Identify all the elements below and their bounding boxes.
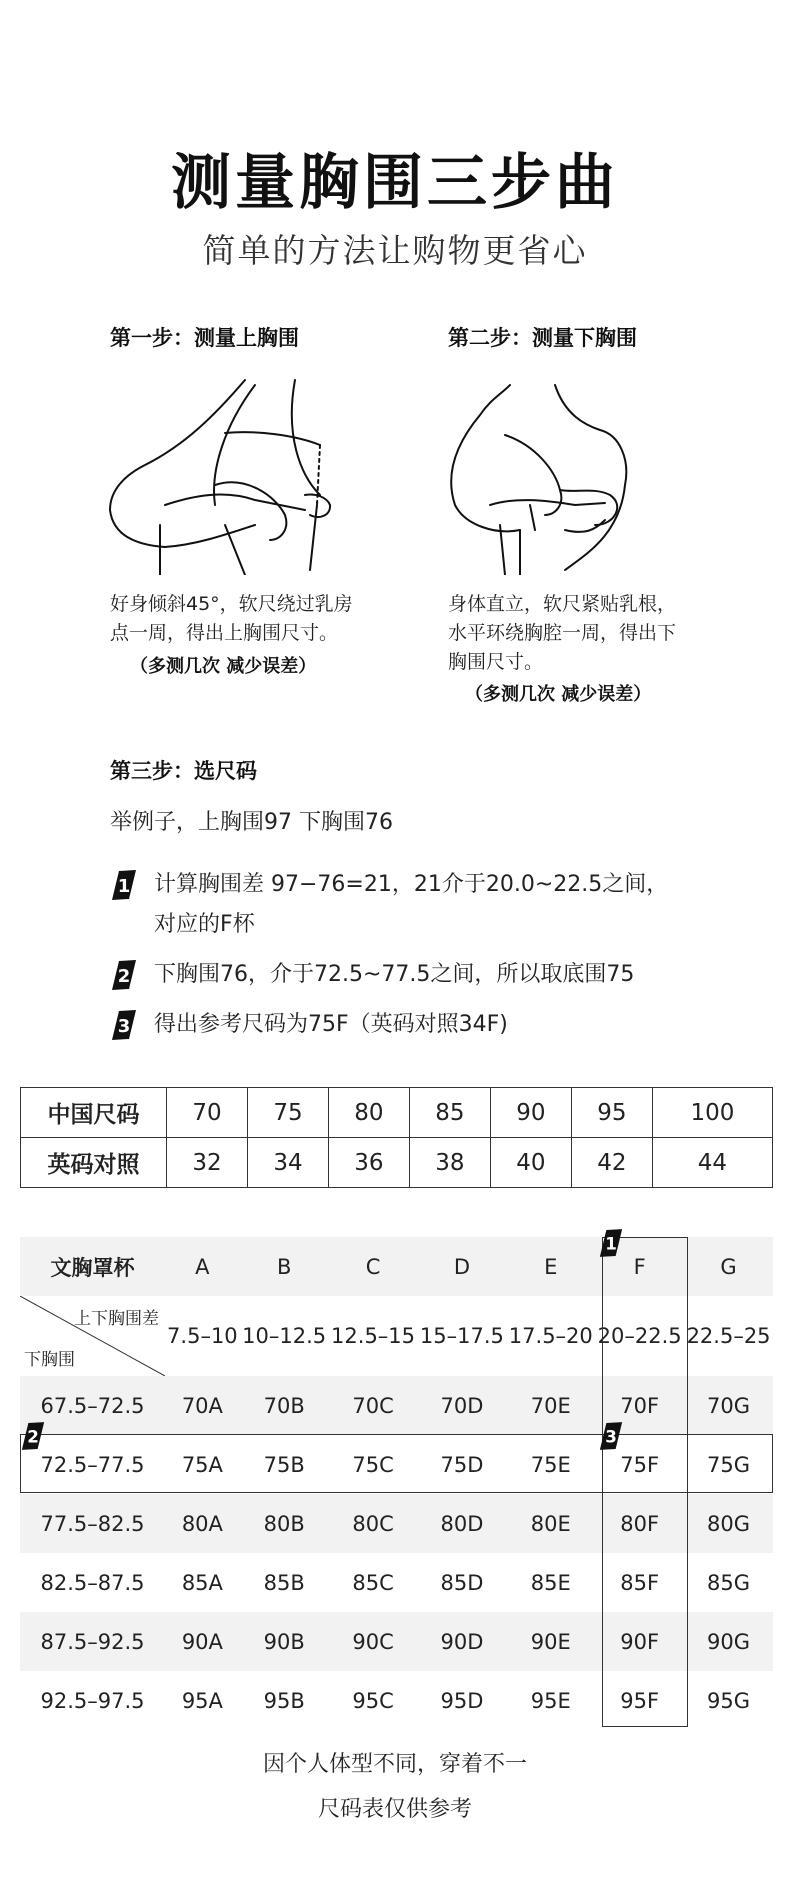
marker-2-icon [20, 1421, 46, 1451]
item-3-line1: 得出参考尺码为75F（英码对照34F) [154, 1012, 508, 1037]
table-row [21, 1138, 773, 1188]
size-cell: 95D [440, 1688, 484, 1713]
number-2-icon [110, 959, 138, 991]
size-cell: 95E [530, 1688, 571, 1713]
range-cell: 72.5–77.5 [40, 1452, 145, 1477]
step3-example: 举例子，上胸围97 下胸围76 [110, 810, 393, 835]
step2-illustration [445, 375, 675, 575]
svg-text:2: 2 [117, 966, 131, 987]
size-cell: 70E [506, 1376, 595, 1435]
step2-heading: 第二步：测量下胸围 [448, 326, 637, 350]
size-cell: 85E [530, 1570, 571, 1595]
size-cell: 70A [165, 1376, 240, 1435]
size-cell: 95G [707, 1688, 751, 1713]
size-cell: 70B [240, 1376, 329, 1435]
size-cell: 95A [181, 1688, 223, 1713]
cup-header: A [165, 1237, 240, 1296]
step2-desc-line1: 身体直立，软尺紧贴乳根， [448, 593, 677, 615]
corner-cell [20, 1296, 165, 1376]
size-cell: 80E [506, 1494, 595, 1553]
step2-note: （多测几次 减少误差） [465, 684, 652, 705]
size-cell: 70G [684, 1376, 773, 1435]
table-cell: 95 [571, 1088, 652, 1138]
size-cell: 70C [329, 1376, 418, 1435]
size-cell: 75G [707, 1452, 751, 1477]
page-subtitle: 简单的方法让购物更省心 [202, 231, 588, 270]
size-cell: 90B [240, 1612, 329, 1671]
size-cell: 80B [240, 1494, 329, 1553]
corner-top-label: 上下胸围差 [74, 1309, 159, 1329]
cup-header: F [595, 1237, 684, 1296]
range-cell: 87.5–92.5 [20, 1612, 165, 1671]
item-1-line2: 对应的F杯 [154, 912, 255, 937]
svg-text:1: 1 [605, 1233, 617, 1254]
size-cell: 80F [595, 1494, 684, 1553]
size-cell: 80C [329, 1494, 418, 1553]
size-cell: 95C [352, 1688, 394, 1713]
footer-line2: 尺码表仅供参考 [317, 1797, 472, 1822]
marker-3-icon [598, 1421, 624, 1451]
footer-line1: 因个人体型不同，穿着不一 [262, 1752, 527, 1777]
size-cell: 85G [707, 1570, 751, 1595]
step3-item-1 [110, 865, 668, 945]
table-cell: 80 [328, 1088, 409, 1138]
range-cell: 67.5–72.5 [20, 1376, 165, 1435]
diff-cell: 12.5–15 [331, 1324, 416, 1348]
size-cell: 70F [595, 1376, 684, 1435]
step1-note: （多测几次 减少误差） [130, 656, 317, 677]
diff-cell: 22.5–25 [686, 1324, 771, 1348]
diff-cell: 10–12.5 [242, 1324, 327, 1348]
step1-illustration [105, 375, 375, 575]
size-cell: 90D [417, 1612, 506, 1671]
corner-bottom-label: 下胸围 [24, 1350, 75, 1370]
range-cell: 77.5–82.5 [20, 1494, 165, 1553]
size-cell: 75D [440, 1452, 484, 1477]
diff-cell: 7.5–10 [167, 1324, 238, 1348]
size-cell: 85A [181, 1570, 223, 1595]
size-cell: 80G [684, 1494, 773, 1553]
header-label: 文胸罩杯 [20, 1237, 165, 1296]
size-cell: 70D [417, 1376, 506, 1435]
table-cell: 90 [490, 1088, 571, 1138]
size-cell: 85F [620, 1570, 660, 1595]
marker-1-icon [598, 1228, 624, 1258]
step1-desc-line1: 好身倾斜45°，软尺绕过乳房 [110, 593, 353, 615]
size-cell: 75A [181, 1452, 223, 1477]
cup-header: G [684, 1237, 773, 1296]
size-cell: 90F [595, 1612, 684, 1671]
step2-desc-line3: 胸围尺寸。 [448, 651, 544, 673]
size-cell: 75E [530, 1452, 571, 1477]
diff-cell: 17.5–20 [508, 1324, 593, 1348]
step2-desc-line2: 水平环绕胸腔一周，得出下 [448, 622, 677, 644]
step3-item-3 [110, 1005, 508, 1045]
diff-cell: 15–17.5 [419, 1324, 504, 1348]
size-cell: 85C [352, 1570, 394, 1595]
svg-text:3: 3 [605, 1426, 617, 1447]
table-cell: 42 [571, 1138, 652, 1188]
table-cell: 85 [409, 1088, 490, 1138]
item-2-line1: 下胸围76，介于72.5~77.5之间，所以取底围75 [154, 962, 635, 987]
diff-cell: 20–22.5 [597, 1324, 682, 1348]
table-cell: 40 [490, 1138, 571, 1188]
size-cell: 75B [263, 1452, 305, 1477]
row-label: 中国尺码 [21, 1088, 167, 1138]
table-cell: 70 [167, 1088, 248, 1138]
size-cell: 90C [329, 1612, 418, 1671]
row-label: 英码对照 [21, 1138, 167, 1188]
cup-header: C [329, 1237, 418, 1296]
size-cell: 90A [165, 1612, 240, 1671]
step3-item-2 [110, 955, 634, 995]
cup-header: D [417, 1237, 506, 1296]
cup-header: E [506, 1237, 595, 1296]
table-row [21, 1088, 773, 1138]
size-cell: 85B [263, 1570, 305, 1595]
range-cell: 92.5–97.5 [40, 1688, 145, 1713]
table-cell: 100 [652, 1088, 772, 1138]
size-cell: 75C [352, 1452, 394, 1477]
size-cell: 75F [620, 1452, 660, 1477]
item-1-line1: 计算胸围差 97−76=21，21介于20.0~22.5之间， [154, 872, 669, 897]
table-cell: 36 [328, 1138, 409, 1188]
svg-text:2: 2 [27, 1426, 39, 1447]
highlight-row-75 [20, 1434, 773, 1493]
size-conversion-table [20, 1087, 773, 1188]
number-3-icon [110, 1009, 138, 1041]
cup-header: B [240, 1237, 329, 1296]
table-cell: 32 [167, 1138, 248, 1188]
table-cell: 34 [247, 1138, 328, 1188]
svg-text:1: 1 [117, 876, 131, 897]
step1-desc-line2: 点一周，得出上胸围尺寸。 [110, 622, 339, 644]
size-cell: 85D [440, 1570, 484, 1595]
number-1-icon [110, 869, 138, 901]
step3-heading: 第三步：选尺码 [110, 759, 257, 783]
page-title: 测量胸围三步曲 [171, 148, 619, 218]
table-cell: 38 [409, 1138, 490, 1188]
size-cell: 80A [165, 1494, 240, 1553]
size-cell: 90G [684, 1612, 773, 1671]
table-cell: 44 [652, 1138, 772, 1188]
svg-text:3: 3 [117, 1016, 131, 1037]
size-cell: 90E [506, 1612, 595, 1671]
size-cell: 95B [263, 1688, 305, 1713]
table-cell: 75 [247, 1088, 328, 1138]
size-cell: 80D [417, 1494, 506, 1553]
step1-heading: 第一步：测量上胸围 [110, 326, 299, 350]
size-cell: 95F [620, 1688, 660, 1713]
range-cell: 82.5–87.5 [40, 1570, 145, 1595]
